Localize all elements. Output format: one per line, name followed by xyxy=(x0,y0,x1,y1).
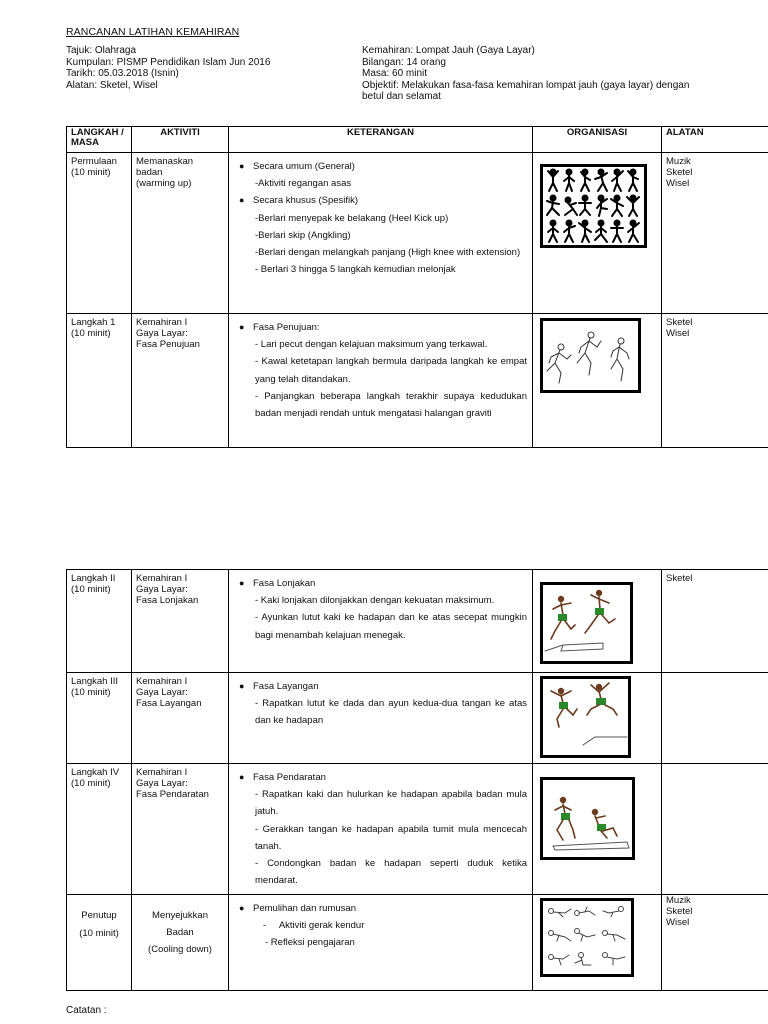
aktiviti-line: Memanaskan xyxy=(136,156,194,167)
aktiviti-line: Kemahiran I xyxy=(136,767,188,778)
cell-alatan xyxy=(662,570,768,673)
sub-item: -Berlari menyepak ke belakang (Heel Kick up) xyxy=(255,212,449,224)
info-kemahiran: Kemahiran: Lompat Jauh (Gaya Layar) xyxy=(362,45,535,56)
info-alatan: Alatan: Sketel, Wisel xyxy=(66,79,158,91)
aktiviti-line: Gaya Layar: xyxy=(136,584,188,595)
header-langkah: LANGKAH / MASA xyxy=(67,127,132,153)
header-alatan: ALATAN xyxy=(662,127,768,153)
bullet-item: ● Secara umum (General) xyxy=(237,158,527,175)
aktiviti-line: Kemahiran I xyxy=(136,676,188,687)
sub-item: - Berlari 3 hingga 5 langkah kemudian melonjak xyxy=(255,264,456,276)
langkah-label: Langkah IV xyxy=(71,767,120,778)
bullet-icon: ● xyxy=(239,903,245,913)
langkah-label: Langkah II xyxy=(71,573,116,584)
aktiviti-line: Fasa Pendaratan xyxy=(136,789,209,800)
langkah-duration: (10 minit) xyxy=(71,687,111,698)
cell-langkah xyxy=(67,895,132,991)
alatan-item: Muzik xyxy=(666,156,691,167)
aktiviti-line: Gaya Layar: xyxy=(136,328,188,339)
cell-keterangan xyxy=(229,895,533,991)
lesson-table-part-2 xyxy=(66,569,768,991)
sub-item: - Ayunkan lutut kaki ke hadapan dan ke atas secepat mungkin bagi menambah kelajuan menegak. xyxy=(255,612,527,641)
alatan-item: Sketel xyxy=(666,906,693,917)
bullet-item: ● Fasa Layangan xyxy=(237,678,527,695)
sub-item: -Aktiviti regangan asas xyxy=(255,178,352,190)
alatan-item: Wisel xyxy=(666,328,690,339)
table-row xyxy=(67,153,768,314)
table-header-row xyxy=(67,127,768,153)
table-row xyxy=(67,673,768,764)
sub-item: -Berlari skip (Angkling) xyxy=(255,229,351,241)
alatan-item: Sketel xyxy=(666,167,693,178)
sub-item: - Rapatkan kaki dan hulurkan ke hadapan apabila badan mula jatuh. xyxy=(255,789,527,818)
lesson-table-part-1 xyxy=(66,126,768,448)
aktiviti-line: Fasa Penujuan xyxy=(136,339,200,350)
info-tarikh: Tarikh: 05.03.2018 (Isnin) xyxy=(66,68,179,80)
cell-organisasi xyxy=(533,314,662,448)
cell-langkah xyxy=(67,764,132,895)
cell-langkah xyxy=(67,314,132,448)
sub-item: - Condongkan badan ke hadapan seperti duduk ketika mendarat. xyxy=(255,858,527,887)
bullet-item: ● Pemulihan dan rumusan xyxy=(237,900,527,917)
cell-langkah xyxy=(67,153,132,314)
langkah-label: Langkah 1 xyxy=(71,317,116,328)
bullet-icon: ● xyxy=(239,578,245,588)
aktiviti-line: Kemahiran I xyxy=(136,573,188,584)
langkah-duration: (10 minit) xyxy=(71,167,111,178)
sub-item: - Lari pecut dengan kelajuan maksimum yang terkawal. xyxy=(255,339,488,351)
flight-phase-illustration xyxy=(540,676,631,758)
aktiviti-line: Menyejukkan xyxy=(152,910,208,921)
alatan-item: Wisel xyxy=(666,178,690,189)
bullet-icon: ● xyxy=(239,681,245,691)
aktiviti-line: badan xyxy=(136,167,163,178)
cell-organisasi xyxy=(533,673,662,764)
aktiviti-line: Gaya Layar: xyxy=(136,687,188,698)
sub-item: -Berlari dengan melangkah panjang (High knee with extension) xyxy=(255,247,521,259)
cell-langkah xyxy=(67,570,132,673)
aktiviti-line: Kemahiran I xyxy=(136,317,188,328)
cell-aktiviti xyxy=(132,314,229,448)
aktiviti-line: (Cooling down) xyxy=(148,944,212,955)
table-row xyxy=(67,570,768,673)
bullet-icon: ● xyxy=(239,195,245,206)
aktiviti-line: (warming up) xyxy=(136,178,192,189)
cool-down-stretching-illustration xyxy=(540,898,634,977)
sub-item: - Aktiviti gerak kendur xyxy=(263,920,365,932)
table-row xyxy=(67,895,768,991)
langkah-duration: (10 minit) xyxy=(71,778,111,789)
cell-aktiviti xyxy=(132,673,229,764)
cell-keterangan xyxy=(229,153,533,314)
bullet-item: ● Fasa Penujuan: xyxy=(237,319,527,336)
cell-langkah xyxy=(67,673,132,764)
bullet-icon: ● xyxy=(239,772,245,782)
document-title: RANCANAN LATIHAN KEMAHIRAN xyxy=(66,26,240,38)
cell-alatan xyxy=(662,895,768,991)
cell-aktiviti xyxy=(132,153,229,314)
bullet-icon: ● xyxy=(239,161,245,171)
sub-item: - Kawal ketetapan langkah bermula daripada langkah ke empat yang telah ditandakan. xyxy=(255,356,527,385)
cell-organisasi xyxy=(533,153,662,314)
cell-keterangan xyxy=(229,764,533,895)
sub-item: - Panjangkan beberapa langkah terakhir supaya kedudukan badan menjadi rendah untuk mengatasi halangan graviti xyxy=(255,390,527,420)
alatan-item: Sketel xyxy=(666,317,693,328)
table-row xyxy=(67,764,768,895)
header-aktiviti: AKTIVITI xyxy=(132,127,229,153)
cell-alatan xyxy=(662,153,768,314)
aktiviti-line: Badan xyxy=(166,927,194,938)
info-objektif: Objektif: Melakukan fasa-fasa kemahiran lompat jauh (gaya layar) dengan betul dan selamat xyxy=(362,79,690,103)
sprinting-runners-illustration xyxy=(540,318,641,393)
aktiviti-line: Fasa Layangan xyxy=(136,698,202,709)
cell-aktiviti xyxy=(132,570,229,673)
info-tajuk: Tajuk: Olahraga xyxy=(66,45,137,56)
alatan-item: Muzik xyxy=(666,895,691,906)
cell-alatan xyxy=(662,314,768,448)
header-organisasi: ORGANISASI xyxy=(533,127,662,153)
langkah-label: Permulaan xyxy=(71,156,117,167)
bullet-item: ● Fasa Lonjakan xyxy=(237,575,527,592)
warm-up-stretching-figures-illustration xyxy=(540,164,647,248)
langkah-label: Penutup xyxy=(81,910,117,921)
takeoff-jump-illustration xyxy=(540,582,633,664)
sub-item: - Rapatkan lutut ke dada dan ayun kedua-dua tangan ke atas dan ke hadapan xyxy=(255,698,527,727)
cell-organisasi xyxy=(533,764,662,895)
sub-item: - Gerakkan tangan ke hadapan apabila tumit mula mencecah tanah. xyxy=(255,823,527,852)
sub-item: - Refleksi pengajaran xyxy=(265,937,355,949)
bullet-icon: ● xyxy=(239,322,245,332)
cell-aktiviti xyxy=(132,764,229,895)
cell-organisasi xyxy=(533,570,662,673)
catatan-label: Catatan : xyxy=(66,1005,107,1016)
langkah-label: Langkah III xyxy=(71,676,119,687)
alatan-item: Wisel xyxy=(666,917,690,928)
cell-keterangan xyxy=(229,570,533,673)
info-bilangan: Bilangan: 14 orang xyxy=(362,56,446,68)
cell-alatan xyxy=(662,764,768,895)
header-keterangan: KETERANGAN xyxy=(229,127,533,153)
table-row xyxy=(67,314,768,448)
cell-keterangan xyxy=(229,314,533,448)
alatan-item: Sketel xyxy=(666,573,693,584)
aktiviti-line: Fasa Lonjakan xyxy=(136,595,199,606)
info-kumpulan: Kumpulan: PISMP Pendidikan Islam Jun 2016 xyxy=(66,56,271,68)
bullet-item: ● Fasa Pendaratan xyxy=(237,769,527,786)
aktiviti-line: Gaya Layar: xyxy=(136,778,188,789)
bullet-item: ● Secara khusus (Spesifik) xyxy=(237,192,527,209)
cell-organisasi xyxy=(533,895,662,991)
info-masa: Masa: 60 minit xyxy=(362,68,428,80)
info-left xyxy=(66,45,270,91)
cell-alatan xyxy=(662,673,768,764)
cell-aktiviti xyxy=(132,895,229,991)
sub-item: - Kaki lonjakan dilonjakkan dengan kekuatan maksimum. xyxy=(255,595,495,607)
langkah-duration: (10 minit) xyxy=(71,584,111,595)
info-right xyxy=(362,45,707,103)
landing-phase-illustration xyxy=(540,777,635,860)
cell-keterangan xyxy=(229,673,533,764)
langkah-duration: (10 minit) xyxy=(79,928,119,939)
langkah-duration: (10 minit) xyxy=(71,328,111,339)
